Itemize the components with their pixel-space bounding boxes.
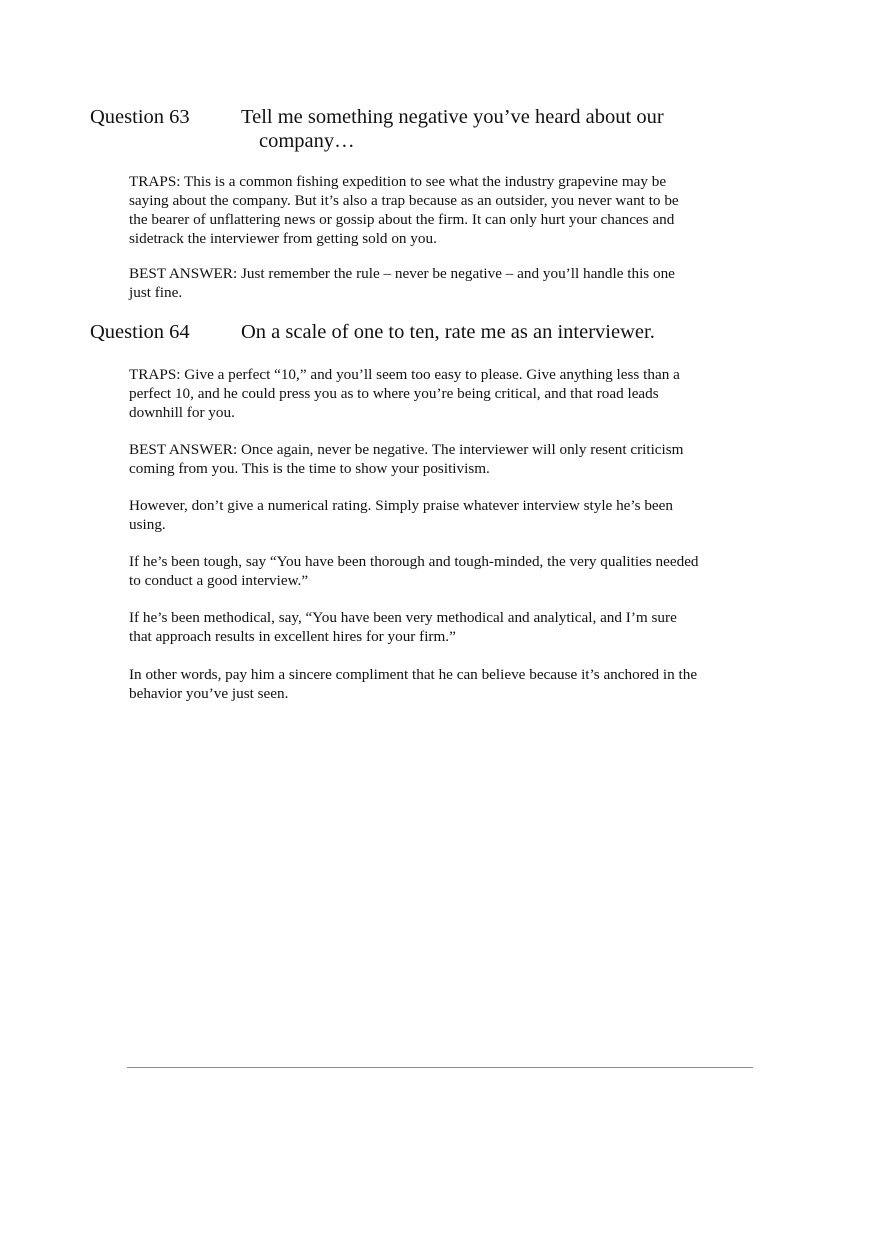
question-64-number: Question 64 (90, 321, 190, 343)
question-64-best-answer-paragraph: BEST ANSWER: Once again, never be negative. The interviewer will only resent criticism coming from you. This is the time to show your positivism. (129, 441, 684, 477)
question-64-summary-paragraph: In other words, pay him a sincere compliment that he can believe because it’s anchored in the behavior you’ve just seen. (129, 666, 698, 702)
footer-divider (127, 1067, 753, 1068)
question-64-title: On a scale of one to ten, rate me as an interviewer. (241, 321, 655, 343)
question-64-methodical-example-paragraph: If he’s been methodical, say, “You have been very methodical and analytical, and I’m sure that approach results in excellent hires for your firm.” (129, 609, 677, 645)
question-63-title-line1: Tell me something negative you’ve heard about our (241, 106, 664, 128)
question-63-number: Question 63 (90, 106, 190, 128)
question-63-traps-paragraph: TRAPS: This is a common fishing expedition to see what the industry grapevine may be saying about the company. But it’s also a trap because as an outsider, you never want to be the bearer of unflattering news or gossip about the firm. It can only hurt your chances and sidetrack the interviewer from getting sold on you. (129, 173, 679, 247)
question-63-best-answer-paragraph: BEST ANSWER: Just remember the rule – never be negative – and you’ll handle this one just fine. (129, 265, 675, 301)
question-64-rating-advice-paragraph: However, don’t give a numerical rating. Simply praise whatever interview style he’s been using. (129, 497, 674, 533)
question-64-traps-paragraph: TRAPS: Give a perfect “10,” and you’ll seem too easy to please. Give anything less than a perfect 10, and he could press you as to where you’re being critical, and that road leads downhill for you. (129, 366, 680, 421)
question-63-title-line2: company… (259, 130, 355, 152)
question-63-title (241, 105, 711, 153)
question-64-tough-example-paragraph: If he’s been tough, say “You have been thorough and tough-minded, the very qualities needed to conduct a good interview.” (129, 553, 699, 589)
